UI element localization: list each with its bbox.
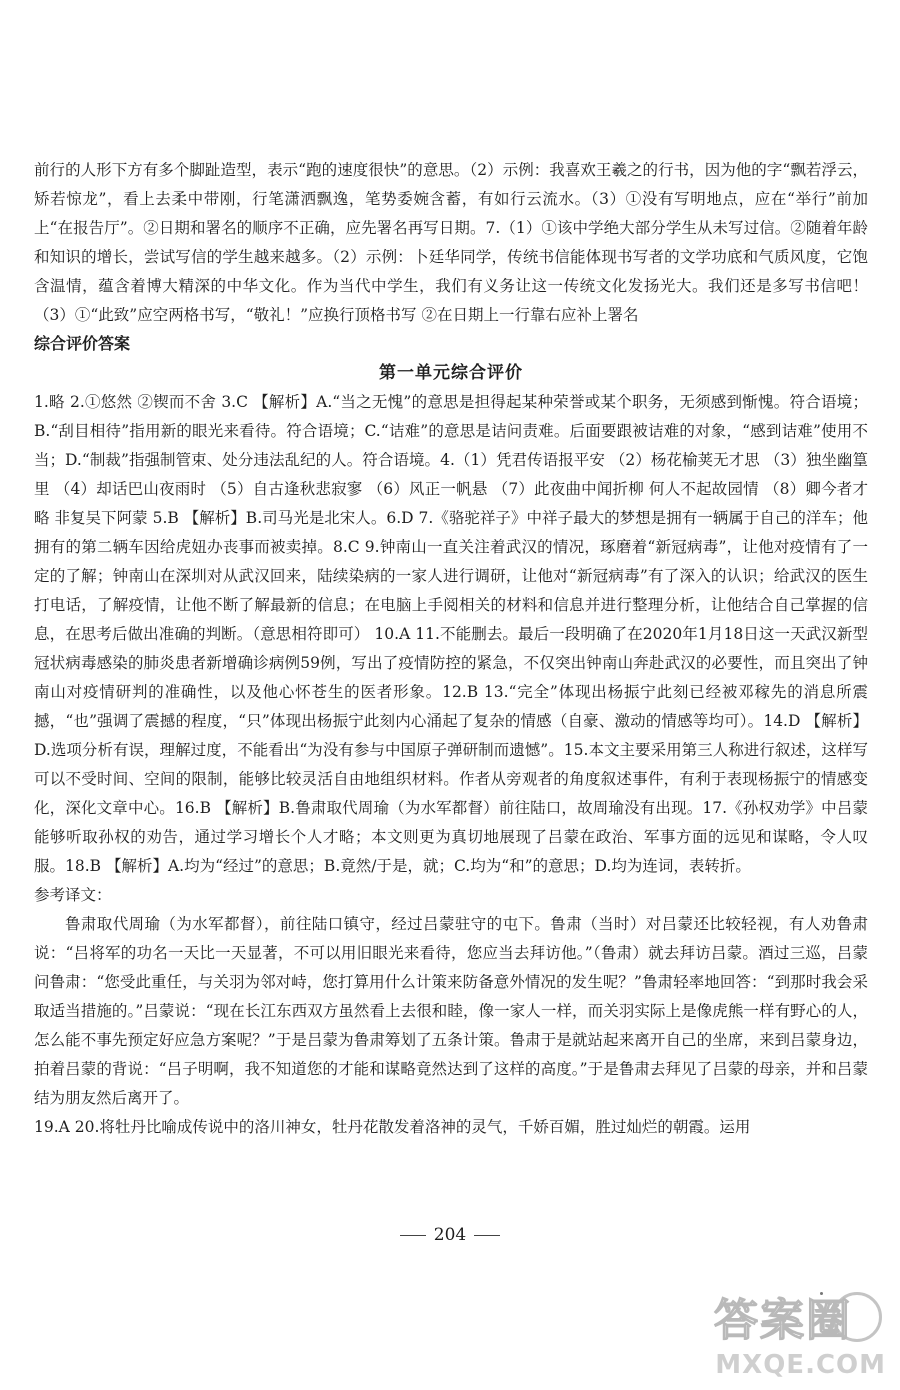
page-body [34,156,868,1142]
page-number-dash-left [400,1235,426,1236]
paragraph-top: 前行的人形下方有多个脚趾造型，表示“跑的速度很快”的意思。（2）示例：我喜欢王羲之的行书，因为他的字“飘若浮云，矫若惊龙”，看上去柔中带刚，行笔潇洒飘逸，笔势委婉含蓄，有如行云流水。（3）①没有写明地点，应在“举行”前加上“在报告厅”。②日期和署名的顺序不正确，应先署名再写日期。7.（1）①该中学绝大部分学生从未写过信。②随着年龄和知识的增长，尝试写信的学生越来越多。（2）示例：卜廷华同学，传统书信能体现书写者的文学功底和气质风度，它饱含温情，蕴含着博大精深的中华文化。作为当代中学生，我们有义务让这一传统文化发扬光大。我们还是多写书信吧！（3）①“此致”应空两格书写，“敬礼！”应换行顶格书写 ②在日期上一行靠右应补上署名 [34,161,868,324]
answers-last-line: 19.A 20.将牡丹比喻成传说中的洛川神女，牡丹花散发着洛神的灵气，千娇百媚，胜过灿烂的朝霞。运用 [34,1118,751,1136]
watermark-big-text: 答案圈 [714,1295,852,1346]
watermark-logo [686,1284,886,1380]
watermark-url-text: MXQE.COM [715,1350,886,1380]
reference-label: 参考译文： [34,886,112,904]
reference-translation: 鲁肃取代周瑜（为水军都督），前往陆口镇守，经过吕蒙驻守的屯下。鲁肃（当时）对吕蒙还比较轻视，有人劝鲁肃说：“吕将军的功名一天比一天显著，不可以用旧眼光来看待，您应当去拜访他。”（鲁肃）就去拜访吕蒙。酒过三巡，吕蒙问鲁肃：“您受此重任，与关羽为邻对峙，您打算用什么计策来防备意外情况的发生呢？”鲁肃轻率地回答：“到那时我会采取适当措施的。”吕蒙说：“现在长江东西双方虽然看上去很和睦，像一家人一样，而关羽实际上是像虎熊一样有野心的人，怎么能不事先预定好应急方案呢？”于是吕蒙为鲁肃筹划了五条计策。鲁肃于是就站起来离开自己的坐席，来到吕蒙身边，拍着吕蒙的背说：“吕子明啊，我不知道您的才能和谋略竟然达到了这样的高度。”于是鲁肃去拜见了吕蒙的母亲，并和吕蒙结为朋友然后离开了。 [34,915,868,1107]
unit-title: 第一单元综合评价 [379,363,523,383]
section-title: 综合评价答案 [34,334,131,353]
answers-paragraph: 1.略 2.①悠然 ②锲而不舍 3.C 【解析】A.“当之无愧”的意思是担得起某种荣誉或某个职务，无须感到惭愧。符合语境；B.“刮目相待”指用新的眼光来看待。符合语境；C.“诘难”的意思是诘问责难。后面要跟被诘难的对象，“感到诘难”使用不当；D.“制裁”指强制管束、处分违法乱纪的人。符合语境。4.（1）凭君传语报平安 （2）杨花榆荚无才思 （3）独坐幽篁里 （4）却话巴山夜雨时 （5）自古逢秋悲寂寥 （6）风正一帆悬 （7）此夜曲中闻折柳 何人不起故园情 （8）卿今者才略 非复吴下阿蒙 5.B 【解析】B.司马光是北宋人。6.D 7.《骆驼祥子》中祥子最大的梦想是拥有一辆属于自己的洋车；他拥有的第二辆车因给虎妞办丧事而被卖掉。8.C 9.钟南山一直关注着武汉的情况，琢磨着“新冠病毒”，让他对疫情有了一定的了解；钟南山在深圳对从武汉回来，陆续染病的一家人进行调研，让他对“新冠病毒”有了深入的认识；给武汉的医生打电话，了解疫情，让他不断了解最新的信息；在电脑上手阅相关的材料和信息并进行整理分析，让他结合自己掌握的信息，在思考后做出准确的判断。（意思相符即可） 10.A 11.不能删去。最后一段明确了在2020年1月18日这一天武汉新型冠状病毒感染的肺炎患者新增确诊病例59例，写出了疫情防控的紧急，不仅突出钟南山奔赴武汉的必要性，而且突出了钟南山对疫情研判的准确性，以及他心怀苍生的医者形象。12.B 13.“完全”体现出杨振宁此刻已经被邓稼先的消息所震撼，“也”强调了震撼的程度，“只”体现出杨振宁此刻内心涌起了复杂的情感（自豪、激动的情感等均可）。14.D 【解析】D.选项分析有误，理解过度，不能看出“为没有参与中国原子弹研制而遗憾”。15.本文主要采用第三人称进行叙述，这样写可以不受时间、空间的限制，能够比较灵活自由地组织材料。作者从旁观者的角度叙述事件，有利于表现杨振宁的情感变化，深化文章中心。16.B 【解析】B.鲁肃取代周瑜（为水军都督）前往陆口，故周瑜没有出现。17.《孙权劝学》中吕蒙能够听取孙权的劝告，通过学习增长个人才略；本文则更为真切地展现了吕蒙在政治、军事方面的远见和谋略，令人叹服。18.B 【解析】A.均为“经过”的意思；B.竟然/于是，就；C.均为“和”的意思；D.均为连词，表转折。 [34,393,868,875]
page-number [0,1225,900,1245]
page-number-text: 204 [433,1225,467,1245]
page-number-dash-right [474,1235,500,1236]
